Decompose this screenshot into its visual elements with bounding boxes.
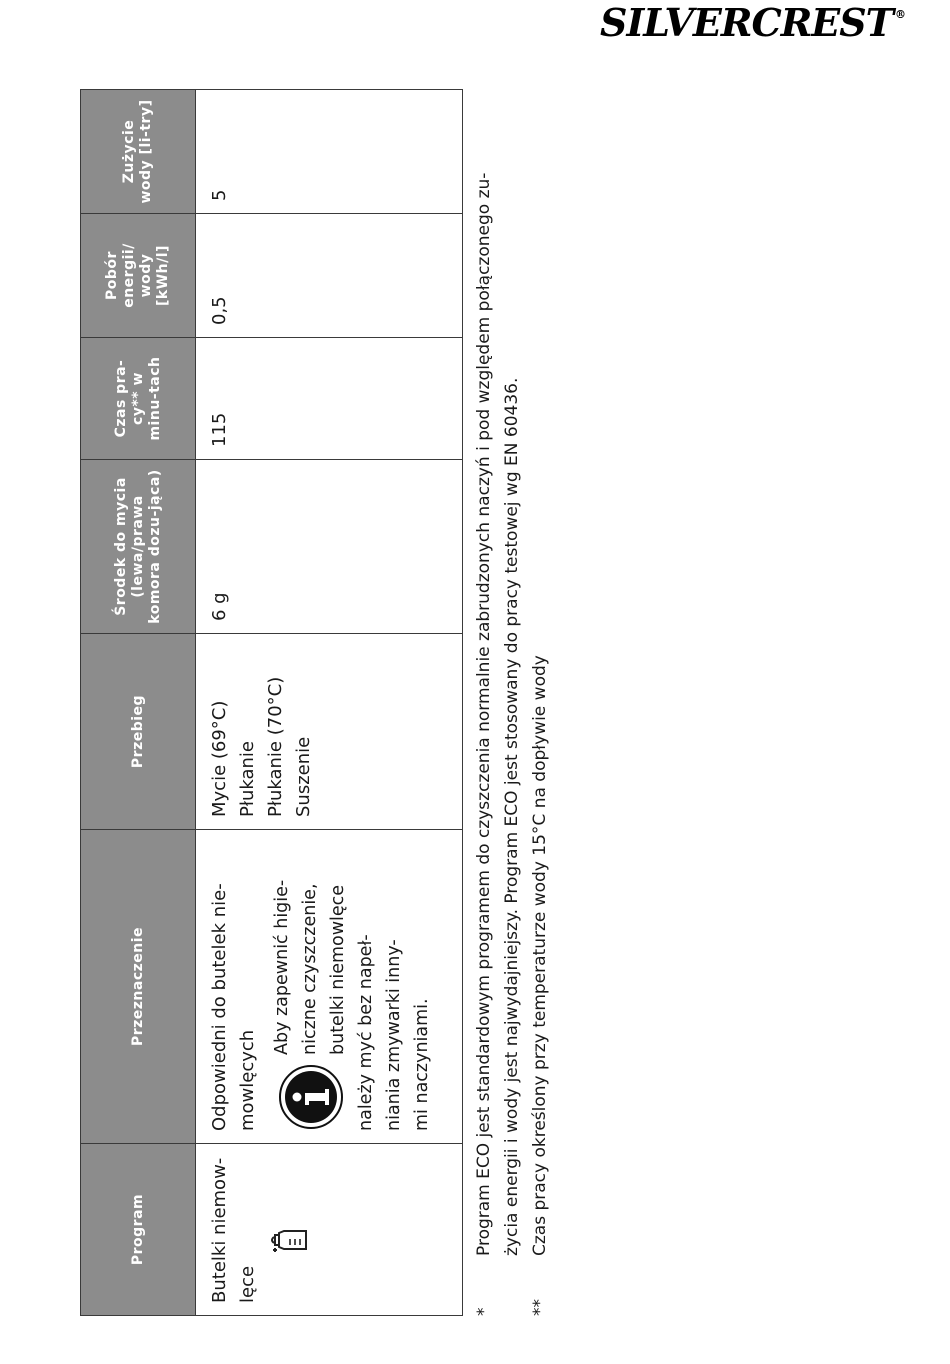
cell-purpose [196,830,463,1144]
cycle-step: Płukanie (70°C) [265,676,286,817]
hygiene-note [268,842,436,1131]
footnote-mark: * [474,1307,494,1316]
footnote-mark: ** [530,1299,550,1316]
program-name: Butelki niemow-lęce [209,1157,258,1303]
cell-program [196,1144,463,1316]
rotated-content [80,90,600,1316]
note-line: niczne czyszczenie, [300,883,320,1055]
info-icon [278,1063,344,1131]
footnote-time [526,90,554,1316]
footnote-line: życia energii i wody jest najwydajniejszy. Program ECO jest stosowany do pracy testowej wg EN 60436. [502,377,522,1256]
note-line: należy myć bez napeł- [356,934,376,1131]
cycle-step: Suszenie [293,736,314,817]
note-line: butelki niemowlęce [328,884,348,1055]
cell-time: 115 [196,338,463,460]
footnote-line: Program ECO jest standardowym programem do czyszczenia normalnie zabrudzonych naczyń i pod względem połączonego zu- [474,172,494,1256]
table-header-row [81,90,196,1316]
baby-bottle-icon [268,1223,308,1259]
header-purpose: Przeznaczenie [81,830,196,1144]
table-row [196,90,463,1316]
cycle-step: Płukanie [237,741,258,817]
header-cycle: Przebieg [81,634,196,830]
purpose-line: mowlęcych [237,1029,258,1131]
header-water: Zużycie wody [li-try] [81,90,196,214]
cell-water: 5 [196,90,463,214]
note-line: mi naczyniami. [412,998,432,1131]
purpose-line: Odpowiedni do butelek nie- [209,883,230,1131]
header-program: Program [81,1144,196,1316]
footnote-eco [470,90,526,1316]
header-detergent: Środek do mycia (lewa/prawa komora dozu-jąca) [81,460,196,634]
cycle-step: Mycie (69°C) [209,700,230,817]
note-text [268,879,436,1131]
footnotes [470,90,554,1316]
header-time: Czas pra-cy** w minu-tach [81,338,196,460]
cell-detergent: 6 g [196,460,463,634]
brand-logo: SILVERCREST ® [600,0,905,45]
header-energy: Pobór energii/ wody [kWh/l] [81,214,196,338]
cell-energy: 0,5 [196,214,463,338]
program-table [80,89,463,1316]
note-line: niania zmywarki inny- [384,939,404,1131]
note-line: Aby zapewnić higie- [272,879,292,1055]
cell-cycle [196,634,463,830]
footnote-line: Czas pracy określony przy temperaturze wody 15°C na dopływie wody [530,655,550,1256]
